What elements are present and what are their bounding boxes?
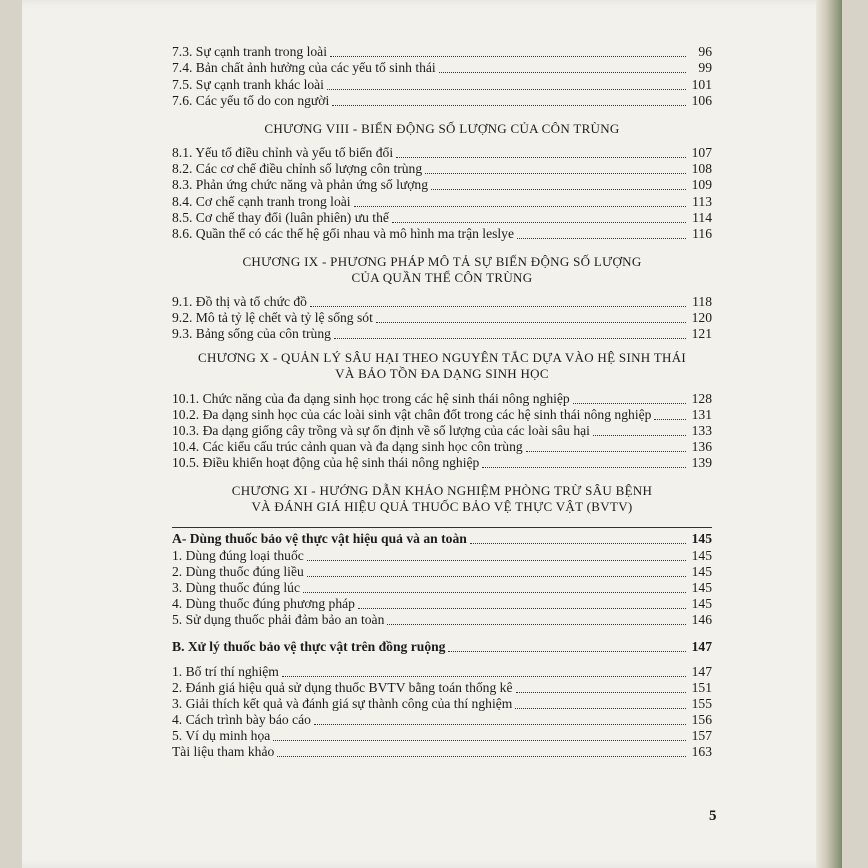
leader-dots bbox=[654, 419, 686, 420]
table-of-contents bbox=[172, 44, 712, 760]
toc-entry bbox=[172, 210, 712, 226]
toc-entry-title: 10.1. Chức năng của đa dạng sinh học trong các hệ sinh thái nông nghiệp bbox=[172, 390, 570, 406]
leader-dots bbox=[392, 222, 686, 223]
toc-entry-title: A- Dùng thuốc bảo vệ thực vật hiệu quả và an toàn bbox=[172, 531, 467, 547]
toc-entry-page: 133 bbox=[691, 423, 712, 438]
toc-entry-title: 7.6. Các yếu tố do con người bbox=[172, 92, 330, 108]
leader-dots bbox=[517, 238, 686, 239]
toc-entry-title: 7.4. Bản chất ảnh hưởng của các yếu tố sinh thái bbox=[172, 60, 436, 76]
toc-entry-page: 145 bbox=[691, 547, 712, 563]
toc-entry-page: 116 bbox=[692, 225, 712, 241]
toc-entry-page: 147 bbox=[691, 663, 712, 679]
toc-entry-title: 3. Dùng thuốc đúng lúc bbox=[172, 579, 300, 595]
toc-entry bbox=[172, 423, 712, 439]
toc-entry-title: Tài liệu tham khảo bbox=[172, 744, 275, 760]
toc-entry bbox=[172, 439, 712, 455]
toc-entry bbox=[172, 564, 712, 580]
toc-entry-page: 145 bbox=[691, 579, 712, 595]
toc-entry-page: 128 bbox=[691, 390, 712, 406]
toc-entry bbox=[172, 93, 712, 109]
toc-group-ch8 bbox=[172, 145, 712, 242]
toc-entry bbox=[172, 407, 712, 423]
toc-entry bbox=[172, 326, 712, 342]
toc-entry-title: 2. Đánh giá hiệu quả sử dụng thuốc BVTV bằng toán thống kê bbox=[172, 679, 513, 695]
leader-dots bbox=[431, 189, 686, 190]
toc-entry-title: 5. Ví dụ minh họa bbox=[172, 728, 271, 744]
leader-dots bbox=[277, 756, 686, 757]
toc-entry-page: 147 bbox=[691, 639, 712, 655]
leader-dots bbox=[573, 403, 686, 404]
toc-entry bbox=[172, 663, 712, 679]
toc-entry-page: 121 bbox=[691, 326, 712, 342]
toc-entry-page: 145 bbox=[691, 596, 712, 612]
leader-dots bbox=[448, 651, 686, 652]
leader-dots bbox=[526, 451, 686, 452]
toc-entry bbox=[172, 728, 712, 744]
toc-entry bbox=[172, 596, 712, 612]
toc-entry-page: 145 bbox=[691, 563, 712, 579]
section-a-heading bbox=[172, 528, 712, 547]
chapter-heading-11-line2: VÀ ĐÁNH GIÁ HIỆU QUẢ THUỐC BẢO VỆ THỰC VẬT (BVTV) bbox=[251, 499, 633, 515]
toc-entry bbox=[172, 44, 712, 60]
toc-entry-title: 9.1. Đồ thị và tổ chức đồ bbox=[172, 294, 307, 310]
toc-entry-page: 99 bbox=[698, 60, 712, 76]
toc-entry-page: 163 bbox=[691, 744, 712, 760]
section-b-heading bbox=[172, 636, 712, 655]
toc-entry-page: 139 bbox=[691, 455, 712, 471]
chapter-heading-10-line2: VÀ BẢO TỒN ĐA DẠNG SINH HỌC bbox=[335, 366, 549, 382]
toc-group-section-a bbox=[172, 527, 712, 628]
toc-entry-page: 146 bbox=[691, 612, 712, 628]
leader-dots bbox=[303, 592, 686, 593]
leader-dots bbox=[470, 543, 686, 544]
toc-entry-title: B. Xử lý thuốc bảo vệ thực vật trên đồng ruộng bbox=[172, 639, 446, 655]
toc-entry-title: 10.4. Các kiểu cấu trúc cảnh quan và đa dạng sinh học côn trùng bbox=[172, 439, 523, 455]
toc-entry bbox=[172, 193, 712, 209]
toc-entry-page: 131 bbox=[691, 406, 712, 422]
leader-dots bbox=[282, 676, 686, 677]
leader-dots bbox=[354, 206, 686, 207]
leader-dots bbox=[387, 624, 686, 625]
leader-dots bbox=[358, 608, 686, 609]
toc-entry bbox=[172, 161, 712, 177]
page-number: 5 bbox=[709, 808, 717, 824]
toc-entry bbox=[172, 547, 712, 563]
leader-dots bbox=[334, 338, 686, 339]
toc-entry bbox=[172, 696, 712, 712]
leader-dots bbox=[425, 173, 686, 174]
leader-dots bbox=[516, 692, 687, 693]
leader-dots bbox=[515, 708, 686, 709]
toc-entry bbox=[172, 177, 712, 193]
toc-entry-references bbox=[172, 744, 712, 760]
toc-entry bbox=[172, 455, 712, 471]
toc-entry-page: 136 bbox=[691, 439, 712, 455]
toc-entry-title: 1. Dùng đúng loại thuốc bbox=[172, 547, 304, 563]
leader-dots bbox=[330, 56, 686, 57]
leader-dots bbox=[332, 105, 686, 106]
leader-dots bbox=[307, 576, 686, 577]
toc-entry-page: 113 bbox=[692, 193, 712, 209]
toc-entry-title: 8.4. Cơ chế cạnh tranh trong loài bbox=[172, 193, 351, 209]
toc-entry-page: 151 bbox=[691, 679, 712, 695]
leader-dots bbox=[439, 72, 686, 73]
toc-entry bbox=[172, 76, 712, 92]
toc-entry bbox=[172, 712, 712, 728]
toc-entry-title: 4. Cách trình bày báo cáo bbox=[172, 712, 311, 728]
chapter-heading-9-line1: CHƯƠNG IX - PHƯƠNG PHÁP MÔ TẢ SỰ BIẾN ĐỘNG SỐ LƯỢNG bbox=[242, 253, 642, 269]
toc-entry-title: 10.2. Đa dạng sinh học của các loài sinh vật chân đốt trong các hệ sinh thái nông nghiệp bbox=[172, 406, 652, 422]
toc-entry-page: 156 bbox=[691, 712, 712, 728]
toc-entry-title: 8.6. Quần thể có các thế hệ gối nhau và mô hình ma trận leslye bbox=[172, 225, 515, 241]
toc-entry-title: 8.3. Phản ứng chức năng và phản ứng số lượng bbox=[172, 177, 429, 193]
toc-entry-page: 145 bbox=[691, 531, 712, 547]
toc-group-ch9 bbox=[172, 294, 712, 343]
toc-entry-title: 7.5. Sự cạnh tranh khác loài bbox=[172, 76, 324, 92]
toc-entry bbox=[172, 580, 712, 596]
toc-entry-page: 120 bbox=[691, 310, 712, 326]
toc-entry-title: 7.3. Sự cạnh tranh trong loài bbox=[172, 44, 327, 60]
toc-entry-title: 9.2. Mô tả tỷ lệ chết và tỷ lệ sống sót bbox=[172, 310, 373, 326]
toc-entry-page: 155 bbox=[691, 695, 712, 711]
leader-dots bbox=[376, 322, 686, 323]
toc-entry-page: 107 bbox=[691, 144, 712, 160]
toc-entry-title: 8.5. Cơ chế thay đổi (luân phiên) ưu thế bbox=[172, 209, 389, 225]
leader-dots bbox=[327, 89, 686, 90]
toc-entry-page: 106 bbox=[691, 92, 712, 108]
toc-entry-page: 114 bbox=[692, 209, 712, 225]
toc-entry-title: 1. Bố trí thí nghiệm bbox=[172, 663, 279, 679]
toc-entry bbox=[172, 226, 712, 242]
leader-dots bbox=[273, 740, 686, 741]
chapter-heading-10-line1: CHƯƠNG X - QUẢN LÝ SÂU HẠI THEO NGUYÊN TẮC DỰA VÀO HỆ SINH THÁI bbox=[197, 350, 687, 366]
chapter-heading-11-line1: CHƯƠNG XI - HƯỚNG DẪN KHẢO NGHIỆM PHÒNG TRỪ SÂU BỆNH bbox=[231, 483, 653, 499]
toc-group-section-b bbox=[172, 636, 712, 760]
book-page bbox=[22, 0, 842, 868]
toc-entry-page: 157 bbox=[691, 728, 712, 744]
leader-dots bbox=[593, 435, 686, 436]
toc-entry bbox=[172, 60, 712, 76]
toc-entry bbox=[172, 390, 712, 406]
chapter-heading-9-line2: CỦA QUẦN THỂ CÔN TRÙNG bbox=[351, 269, 533, 285]
toc-entry bbox=[172, 145, 712, 161]
toc-entry bbox=[172, 310, 712, 326]
toc-entry-title: 10.5. Điều khiển hoạt động của hệ sinh thái nông nghiệp bbox=[172, 455, 480, 471]
toc-entry-page: 118 bbox=[692, 294, 712, 310]
leader-dots bbox=[314, 724, 686, 725]
leader-dots bbox=[396, 157, 686, 158]
toc-entry-page: 101 bbox=[691, 76, 712, 92]
leader-dots bbox=[482, 467, 686, 468]
toc-entry bbox=[172, 294, 712, 310]
toc-entry-title: 2. Dùng thuốc đúng liều bbox=[172, 563, 304, 579]
leader-dots bbox=[307, 560, 686, 561]
toc-entry-page: 96 bbox=[698, 44, 712, 60]
toc-entry-title: 10.3. Đa dạng giống cây trồng và sự ổn định về số lượng của các loài sâu hại bbox=[172, 423, 590, 438]
toc-entry-title: 5. Sử dụng thuốc phải đảm bảo an toàn bbox=[172, 612, 385, 628]
toc-entry-title: 3. Giải thích kết quả và đánh giá sự thành công của thí nghiệm bbox=[172, 695, 513, 711]
toc-group-ch10 bbox=[172, 390, 712, 471]
toc-entry bbox=[172, 612, 712, 628]
toc-entry bbox=[172, 680, 712, 696]
toc-entry-title: 4. Dùng thuốc đúng phương pháp bbox=[172, 596, 355, 612]
toc-entry-page: 108 bbox=[691, 161, 712, 177]
toc-entry-title: 9.3. Bảng sống của côn trùng bbox=[172, 326, 331, 342]
toc-entry-title: 8.1. Yếu tố điều chỉnh và yếu tố biến đổi bbox=[172, 144, 394, 160]
leader-dots bbox=[310, 306, 686, 307]
toc-entry-page: 109 bbox=[691, 177, 712, 193]
toc-entry-title: 8.2. Các cơ chế điều chỉnh số lượng côn trùng bbox=[172, 161, 423, 177]
toc-group-ch7 bbox=[172, 44, 712, 109]
chapter-heading-8: CHƯƠNG VIII - BIẾN ĐỘNG SỐ LƯỢNG CỦA CÔN TRÙNG bbox=[264, 120, 620, 136]
page-edge bbox=[816, 0, 842, 868]
